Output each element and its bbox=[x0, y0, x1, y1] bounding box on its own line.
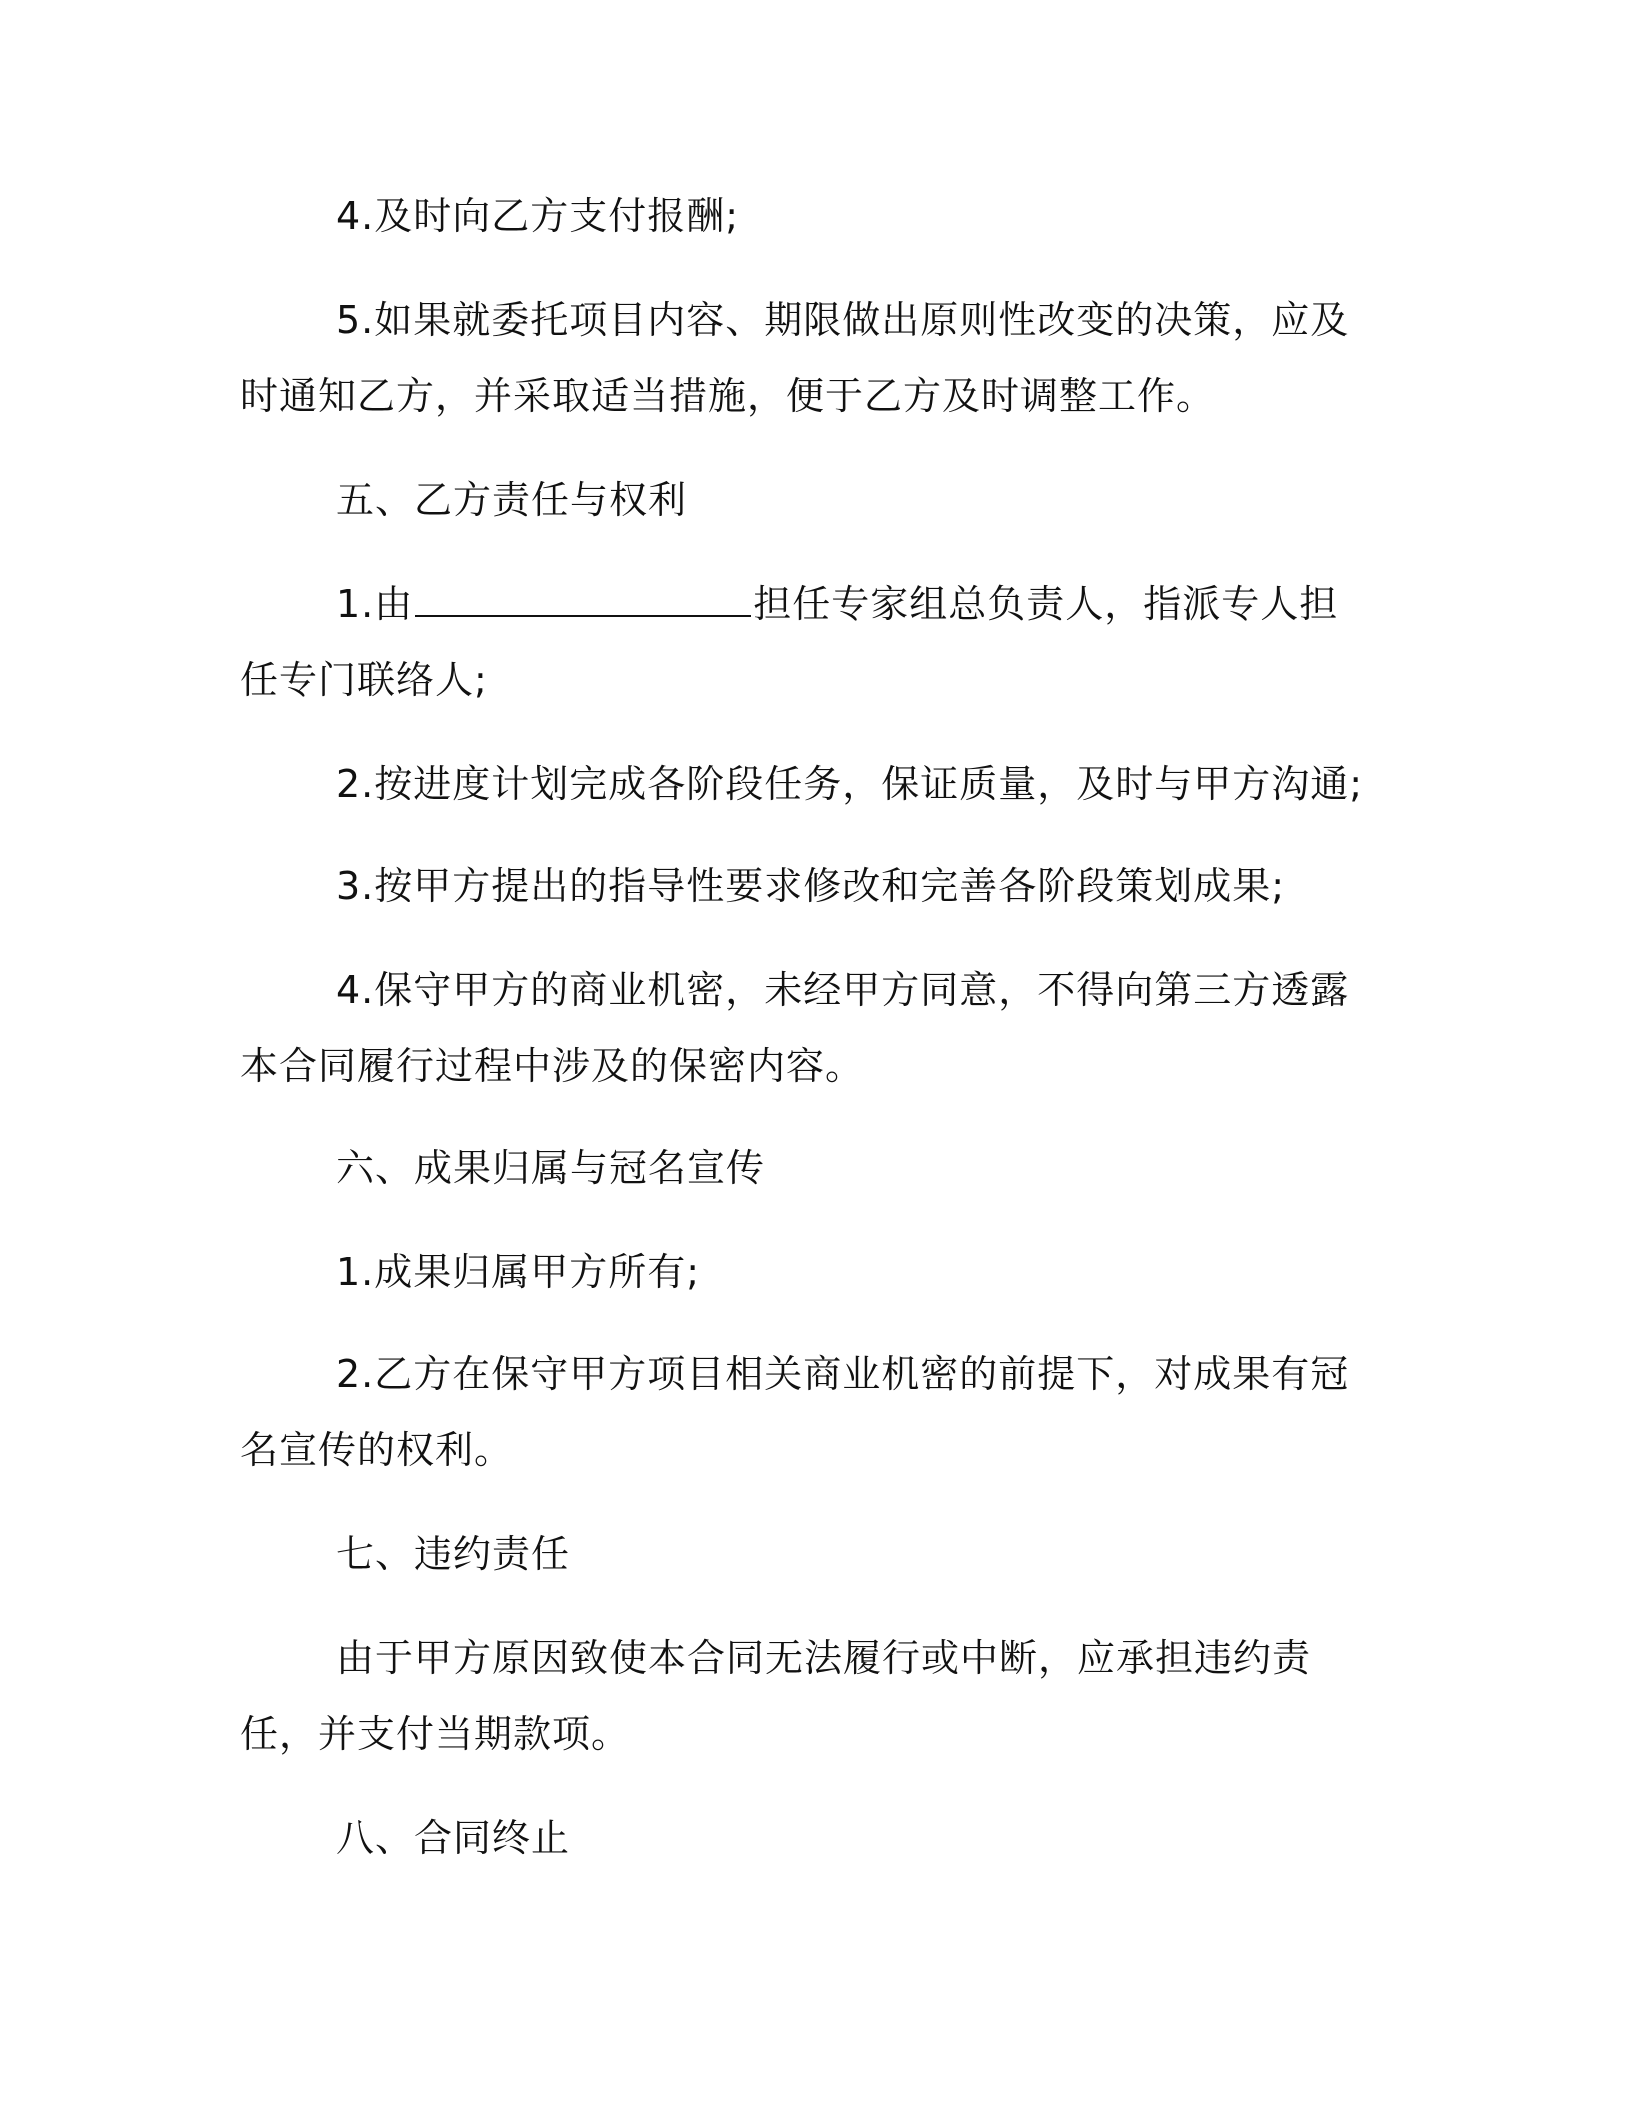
fill-in-blank bbox=[415, 581, 751, 617]
section-heading-ownership: 六、成果归属与冠名宣传 bbox=[336, 1146, 766, 1190]
expert-lead-prefix: 1.由 bbox=[336, 582, 414, 626]
paragraph-confidentiality: 4.保守甲方的商业机密，未经甲方同意，不得向第三方透露本合同履行过程中涉及的保密内容。 bbox=[240, 968, 1350, 1088]
paragraph-notify-changes: 5.如果就委托项目内容、期限做出原则性改变的决策，应及时通知乙方，并采取适当措施，便于乙方及时调整工作。 bbox=[240, 298, 1350, 418]
paragraph-ownership: 1.成果归属甲方所有; bbox=[336, 1250, 701, 1294]
paragraph-pay-remuneration: 4.及时向乙方支付报酬; bbox=[336, 194, 740, 238]
paragraph-schedule: 2.按进度计划完成各阶段任务，保证质量，及时与甲方沟通; bbox=[336, 762, 1364, 806]
section-heading-termination: 八、合同终止 bbox=[336, 1816, 571, 1860]
expert-lead-suffix: 担任专家组总负责人，指派专人担任专门联络人; bbox=[240, 582, 1339, 702]
section-heading-breach: 七、违约责任 bbox=[336, 1532, 571, 1576]
paragraph-expert-lead bbox=[240, 566, 1370, 718]
paragraph-breach: 由于甲方原因致使本合同无法履行或中断，应承担违约责任，并支付当期款项。 bbox=[240, 1636, 1312, 1756]
section-heading-party-b-duties: 五、乙方责任与权利 bbox=[336, 478, 688, 522]
paragraph-revise-results: 3.按甲方提出的指导性要求修改和完善各阶段策划成果; bbox=[336, 864, 1286, 908]
paragraph-naming-rights: 2.乙方在保守甲方项目相关商业机密的前提下，对成果有冠名宣传的权利。 bbox=[240, 1352, 1350, 1472]
